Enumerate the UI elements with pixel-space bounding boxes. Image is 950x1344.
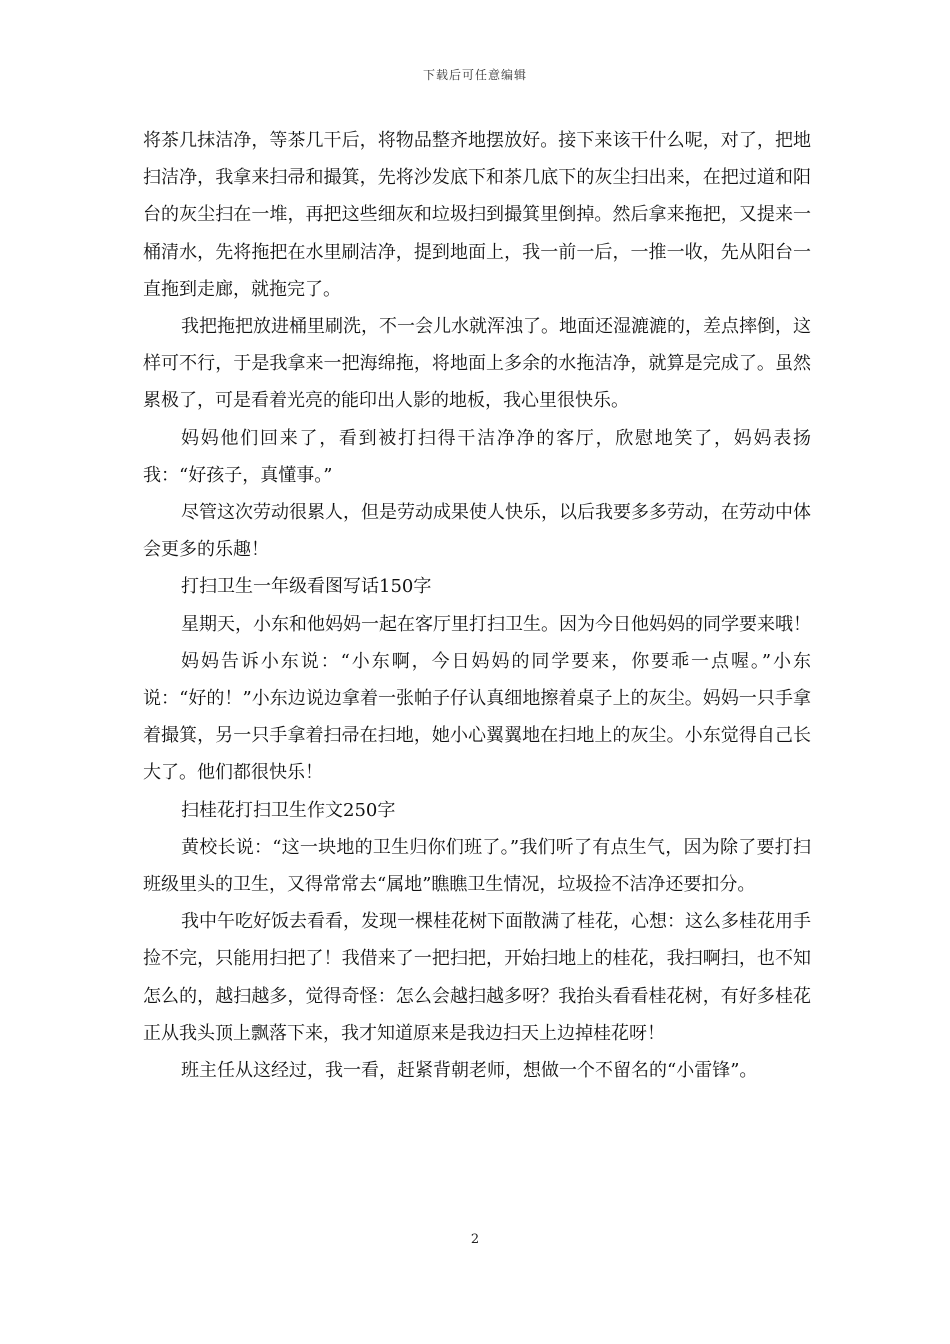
- section-heading: 打扫卫生一年级看图写话150字: [181, 576, 432, 598]
- paragraph-continued: 将茶几抹洁净，等茶几干后，将物品整齐地摆放好。接下来该干什么呢，对了，把地扫洁净，我拿来扫帚和撮箕，先将沙发底下和茶几底下的灰尘扫出来，在把过道和阳台的灰尘扫在一堆，再把这些细灰和垃圾扫到撮箕里倒掉。然后拿来拖把，又提来一桶清水，先将拖把在水里刷洁净，提到地面上，我一前一后，一推一收，先从阳台一直拖到走廊，就拖完了。: [143, 130, 811, 300]
- document-body: [143, 122, 811, 1089]
- paragraph: 妈妈他们回来了，看到被打扫得干洁净净的客厅，欣慰地笑了，妈妈表扬我：“好孩子，真懂事。”: [143, 427, 811, 486]
- paragraph: 星期天，小东和他妈妈一起在客厅里打扫卫生。因为今日他妈妈的同学要来哦！: [181, 613, 811, 635]
- section-heading: 扫桂花打扫卫生作文250字: [181, 799, 396, 821]
- paragraph: 班主任从这经过，我一看，赶紧背朝老师，想做一个不留名的“小雷锋”。: [181, 1060, 758, 1082]
- paragraph: 我把拖把放进桶里刷洗，不一会儿水就浑浊了。地面还湿漉漉的，差点摔倒，这样可不行，于是我拿来一把海绵拖，将地面上多余的水拖洁净，就算是完成了。虽然累极了，可是看着光亮的能印出人影的地板，我心里很快乐。: [143, 316, 811, 412]
- page-header: 下载后可任意编辑: [422, 68, 527, 82]
- paragraph: 我中午吃好饭去看看，发现一棵桂花树下面散满了桂花，心想：这么多桂花用手捡不完，只能用扫把了！我借来了一把扫把，开始扫地上的桂花，我扫啊扫，也不知怎么的，越扫越多，觉得奇怪：怎么会越扫越多呀？我抬头看看桂花树，有好多桂花正从我头顶上飘落下来，我才知道原来是我边扫天上边掉桂花呀！: [143, 911, 811, 1044]
- paragraph: 尽管这次劳动很累人，但是劳动成果使人快乐，以后我要多多劳动，在劳动中体会更多的乐趣！: [143, 502, 811, 561]
- page-number: 2: [470, 1232, 480, 1247]
- paragraph: 黄校长说：“这一块地的卫生归你们班了。”我们听了有点生气，因为除了要打扫班级里头的卫生，又得常常去“属地”瞧瞧卫生情况，垃圾捡不洁净还要扣分。: [143, 836, 811, 896]
- paragraph: 妈妈告诉小东说：“小东啊，今日妈妈的同学要来，你要乖一点喔。”小东说：“好的！”小东边说边拿着一张帕子仔认真细地擦着桌子上的灰尘。妈妈一只手拿着撮箕，另一只手拿着扫帚在扫地，她小心翼翼地在扫地上的灰尘。小东觉得自己长大了。他们都很快乐！: [143, 650, 811, 784]
